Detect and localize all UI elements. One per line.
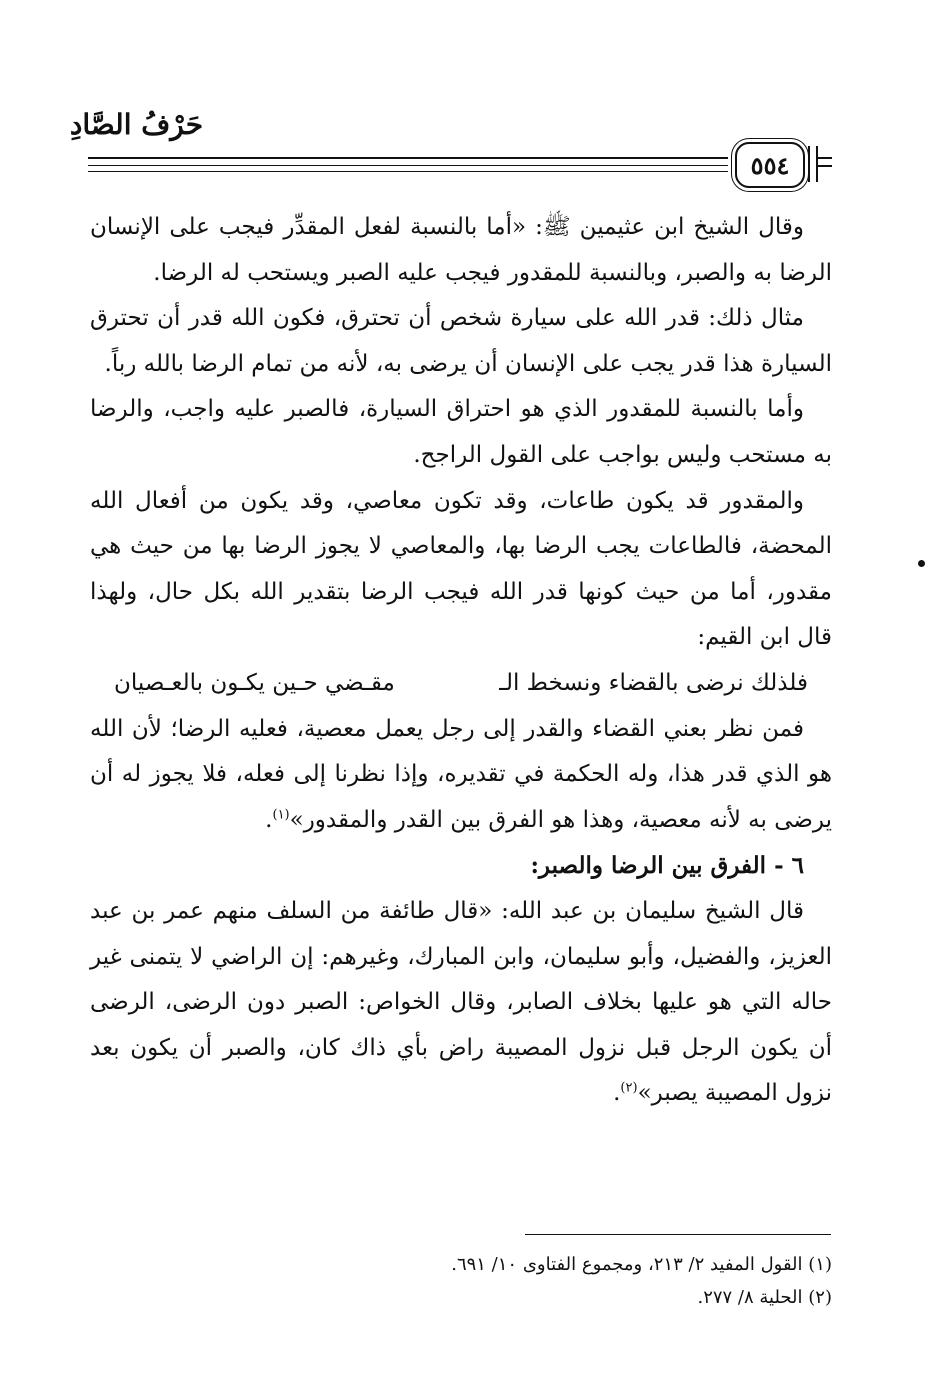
body-text — [90, 205, 832, 1117]
paragraph: مثال ذلك: قدر الله على سيارة شخص أن تحترق، فكون الله قدر أن تحترق السيارة هذا قدر يجب على الإنسان أن يرضى به، لأنه من تمام الرضا بالله رباً. — [90, 305, 832, 377]
paragraph: والمقدور قد يكون طاعات، وقد تكون معاصي، وقد يكون من أفعال الله المحضة، فالطاعات يجب الرضا بها، والمعاصي لا يجوز الرضا بها من حيث هي مقدور، أما من حيث كونها قدر الله فيجب الرضا بتقدير الله بكل حال، ولهذا قال ابن القيم: — [90, 487, 832, 651]
poem-first-hemistich: فلذلك نرضى بالقضاء ونسخط الـ — [499, 669, 808, 696]
paragraph — [90, 707, 832, 844]
paragraph-text: قال الشيخ سليمان بن عبد الله: «قال طائفة من السلف منهم عمر بن عبد العزيز، والفضيل، وأبو سليمان، وابن المبارك، وغيرهم: إن الراضي لا يتمنى غير حاله التي هو عليها بخلاف الصابر، وقال الخواص: الصبر دون الرضى، الرضى أن يكون الرجل قبل نزول المصيبة راض بأي ذاك كان، والصبر أن يكون بعد نزول المصيبة يصبر» — [90, 897, 832, 1107]
footnote: (١) القول المفيد ٢/ ٢١٣، ومجموع الفتاوى ١٠/ ٦٩١. — [451, 1254, 832, 1275]
poem-second-hemistich: مقـضي حـين يكـون بالعـصيان — [114, 669, 395, 696]
header-rule — [88, 157, 728, 159]
paragraph-end: . — [265, 806, 273, 833]
paragraph: وقال الشيخ ابن عثيمين ﷺ: «أما بالنسبة لفعل المقدِّر فيجب على الإنسان الرضا به والصبر، وبالنسبة للمقدور فيجب عليه الصبر ويستحب له الرضا. — [90, 214, 832, 286]
footnotes — [300, 1248, 832, 1314]
chapter-title: حَرْفُ الصَّادِ — [69, 108, 203, 141]
margin-mark — [918, 560, 925, 567]
footnote-ref: (٢) — [620, 1080, 638, 1096]
header-rule-thin — [88, 165, 728, 166]
paragraph-text: فمن نظر بعني القضاء والقدر إلى رجل يعمل معصية، فعليه الرضا؛ لأن الله هو الذي قدر هذا، وله الحكمة في تقديره، وإذا نظرنا إلى فعله، فلا يجوز له أن يرضى به لأنه معصية، وهذا هو الفرق بين القدر والمقدور» — [90, 715, 832, 833]
page-number-ornament-tail — [818, 157, 832, 167]
page-number-ornament — [808, 146, 818, 182]
poem-verse — [90, 661, 832, 707]
section-heading: ٦ - الفرق بين الرضا والصبر: — [530, 852, 804, 880]
paragraph-end: . — [613, 1080, 621, 1107]
footnote-ref: (١) — [272, 807, 290, 823]
header-rule-thin-2 — [88, 171, 728, 172]
footnote-separator — [525, 1234, 831, 1235]
page-number: ٥٥٤ — [735, 142, 805, 188]
paragraph — [90, 889, 832, 1117]
footnote: (٢) الحلية ٨/ ٢٧٧. — [697, 1287, 832, 1308]
paragraph: وأما بالنسبة للمقدور الذي هو احتراق السيارة، فالصبر عليه واجب، والرضا به مستحب وليس بواجب على القول الراجح. — [90, 396, 832, 468]
